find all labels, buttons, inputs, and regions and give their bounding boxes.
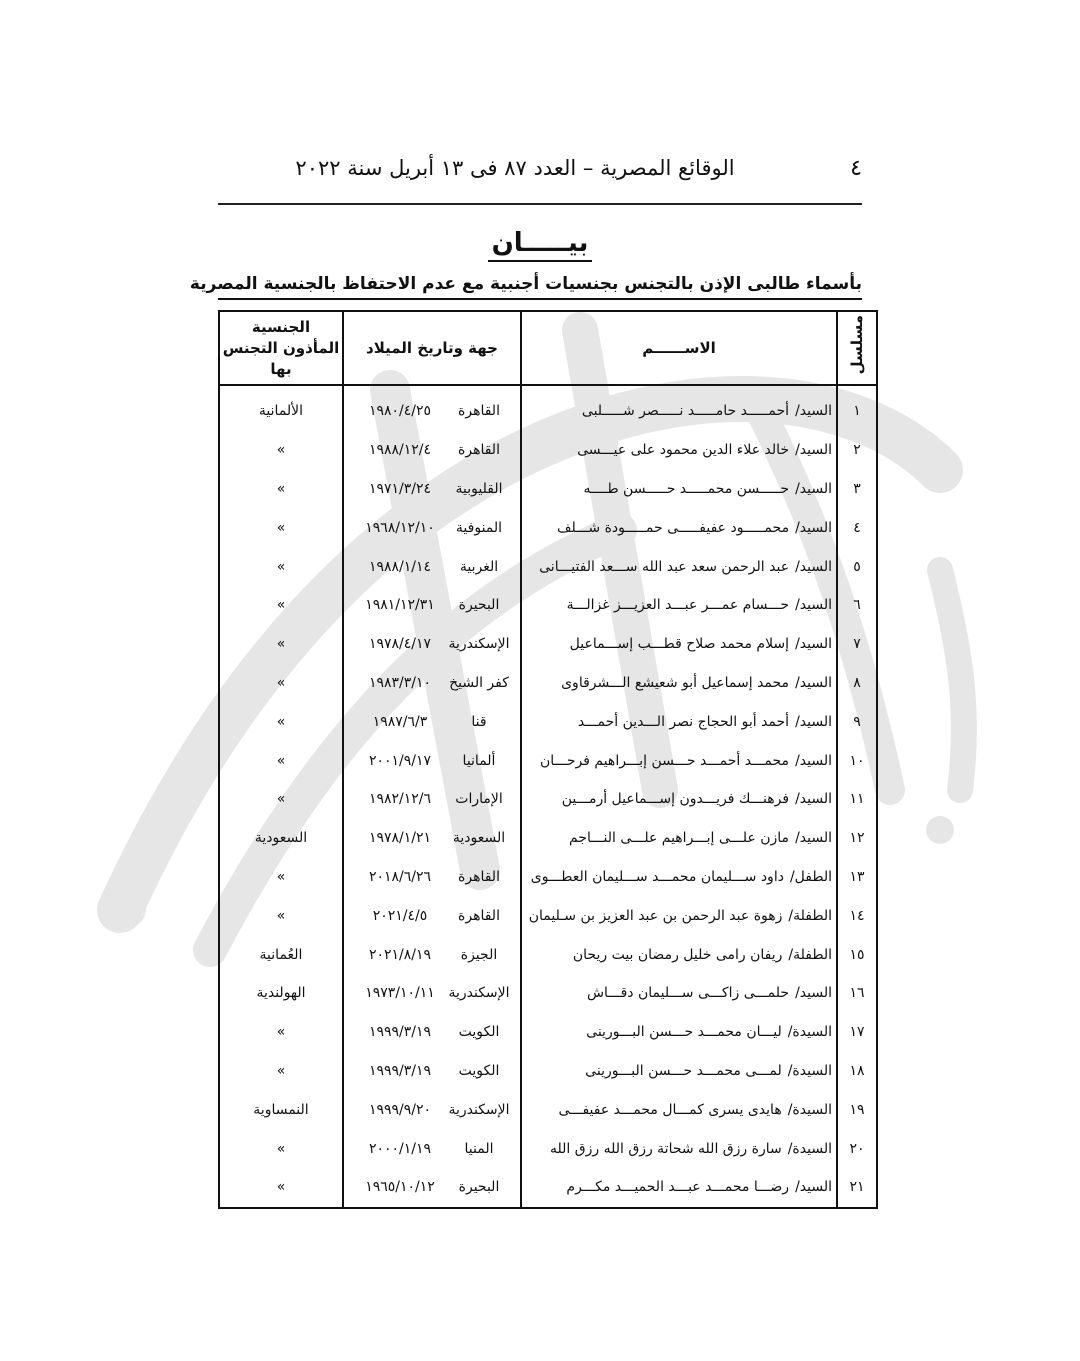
row-birth-place: القليوبية [455,480,503,497]
row-title: السيد/ [795,558,832,575]
page-number: ٤ [850,156,862,181]
row-name: خالد علاء الدين محمود على عيـــسى [577,442,790,459]
row-birth-cell [343,974,521,1013]
row-serial: ١٨ [837,1052,877,1091]
header-nationality: الجنسية المأذون التجنس بها [219,311,343,385]
row-nationality: » [219,470,343,509]
row-birth-place: الكويت [458,1062,500,1079]
row-birth-cell [343,935,521,974]
row-birth-place: الغربية [459,558,499,575]
row-name-cell [521,741,837,780]
row-name: داود ســـليمان محمـــد ســـليمان العطـــوى [530,868,784,885]
row-name-cell [521,586,837,625]
row-name-cell [521,819,837,858]
row-birth-date: ١٩٨٠/٤/٢٥ [368,403,432,420]
row-serial: ١١ [837,780,877,819]
document-title-text: بيـــــان [488,228,593,262]
table-row [219,741,877,780]
row-birth-date: ١٩٨٨/١٢/٤ [368,442,432,459]
row-name-cell [521,664,837,703]
row-birth-place: الإسكندرية [448,985,510,1002]
row-serial: ٢٠ [837,1129,877,1168]
row-nationality: » [219,625,343,664]
row-title: الطفلة/ [788,946,832,963]
document-subtitle: بأسماء طالبى الإذن بالتجنس بجنسيات أجنبية مع عدم الاحتفاظ بالجنسية المصرية [218,274,862,300]
row-name: هايدى يسرى كمـــال محمـــد عفيفـــى [558,1101,782,1118]
row-title: السيد/ [795,830,832,847]
row-name-cell [521,547,837,586]
row-title: السيد/ [795,752,832,769]
table-row [219,974,877,1013]
row-birth-date: ١٩٩٩/٣/١٩ [368,1062,432,1079]
row-birth-place: المنوفية [455,519,503,536]
row-birth-cell [343,1090,521,1129]
row-birth-date: ١٩٨١/١٢/٣١ [365,597,435,614]
row-birth-place: الإسكندرية [448,1101,510,1118]
row-title: الطفلة/ [788,907,832,924]
row-name: فرهنـــك فريـــدون إســـماعيل أرمـــين [561,791,790,808]
row-birth-place: القاهرة [458,403,500,420]
row-birth-date: ٢٠٢١/٨/١٩ [368,946,432,963]
table-row [219,1168,877,1208]
table-row [219,470,877,509]
table-row [219,1052,877,1091]
row-name-cell [521,1168,837,1208]
row-birth-cell [343,1168,521,1208]
table-row [219,1090,877,1129]
row-birth-cell [343,470,521,509]
row-nationality: الألمانية [219,385,343,431]
table-row [219,431,877,470]
row-name-cell [521,385,837,431]
row-birth-cell [343,586,521,625]
row-birth-cell [343,702,521,741]
row-nationality: » [219,1129,343,1168]
row-title: السيد/ [795,674,832,691]
row-birth-cell [343,1052,521,1091]
row-nationality: الهولندية [219,974,343,1013]
row-serial: ٢١ [837,1168,877,1208]
row-title: السيد/ [795,519,832,536]
row-nationality: العُمانية [219,935,343,974]
row-serial: ٣ [837,470,877,509]
header-serial: مسلسل [837,311,877,385]
table-row [219,896,877,935]
row-birth-date: ١٩٧٨/٤/١٧ [368,636,432,653]
table-header-row [219,311,877,385]
table-row [219,385,877,431]
row-birth-date: ١٩٧٨/١/٢١ [368,830,432,847]
row-serial: ١٦ [837,974,877,1013]
row-birth-place: القاهرة [458,868,500,885]
table-row [219,819,877,858]
row-birth-place: كفر الشيخ [449,674,509,691]
row-birth-place: البحيرة [458,597,500,614]
row-nationality: » [219,508,343,547]
table-row [219,664,877,703]
row-birth-cell [343,385,521,431]
header-birth: جهة وتاريخ الميلاد [343,311,521,385]
row-birth-place: الجيزة [460,946,498,963]
row-serial: ٦ [837,586,877,625]
row-birth-place: القاهرة [458,442,500,459]
table-row [219,858,877,897]
row-name: محمـــــود عفيفـــــى حمـــــودة شـــلف [556,519,790,536]
row-title: السيد/ [795,480,832,497]
row-nationality: » [219,1013,343,1052]
row-birth-place: المنيا [464,1140,494,1157]
row-birth-date: ١٩٦٨/١٢/١٠ [365,519,435,536]
row-serial: ٧ [837,625,877,664]
row-serial: ٩ [837,702,877,741]
row-birth-cell [343,508,521,547]
row-birth-place: الإمارات [455,791,503,808]
row-name: عبد الرحمن سعد عبد الله ســـعد الفتيـــانى [539,558,790,575]
table-row [219,702,877,741]
row-birth-date: ١٩٨٣/٣/١٠ [368,674,432,691]
row-birth-cell [343,819,521,858]
row-title: السيد/ [795,713,832,730]
row-name: سارة رزق الله شحاتة رزق الله رزق الله [550,1140,782,1157]
row-serial: ١ [837,385,877,431]
row-name-cell [521,780,837,819]
row-name: لمـــى محمـــد حـــسن البـــورينى [585,1062,782,1079]
row-name: ريفان رامى خليل رمضان بيت ريحان [572,946,783,963]
row-birth-place: الكويت [458,1024,500,1041]
row-name: حلمـــى زاكـــى ســـليمان دقـــاش [586,985,790,1002]
row-name-cell [521,896,837,935]
row-title: السيد/ [795,403,832,420]
row-birth-cell [343,858,521,897]
row-birth-date: ٢٠٠١/٩/١٧ [368,752,432,769]
row-name: رضـــا محمـــد عبـــد الحميـــد مكـــرم [566,1179,790,1196]
row-title: السيدة/ [787,1140,832,1157]
row-name-cell [521,935,837,974]
row-name: ليـــان محمـــد حـــسن البـــورينى [586,1024,782,1041]
table-row [219,780,877,819]
row-name: محمـــد أحمـــد حـــسن إبـــراهيم فرحـــان [540,752,790,769]
row-title: السيد/ [795,791,832,808]
row-nationality: السعودية [219,819,343,858]
row-birth-place: القاهرة [458,907,500,924]
row-birth-cell [343,741,521,780]
table-row [219,935,877,974]
row-birth-cell [343,1013,521,1052]
row-name-cell [521,1013,837,1052]
row-birth-date: ٢٠٠٠/١/١٩ [368,1140,432,1157]
row-nationality: » [219,896,343,935]
row-serial: ٤ [837,508,877,547]
table-row [219,586,877,625]
table-body [219,385,877,1208]
header-name: الاســــــم [521,311,837,385]
row-serial: ١٠ [837,741,877,780]
row-birth-date: ١٩٦٥/١٠/١٢ [365,1179,435,1196]
row-name-cell [521,508,837,547]
row-name-cell [521,702,837,741]
table-row [219,508,877,547]
document-title [218,228,862,258]
row-serial: ١٤ [837,896,877,935]
row-title: السيد/ [795,636,832,653]
header-divider [218,203,862,205]
row-birth-place: السعودية [452,830,506,847]
row-name-cell [521,974,837,1013]
row-birth-cell [343,547,521,586]
row-serial: ٢ [837,431,877,470]
row-birth-date: ١٩٧١/٣/٢٤ [368,480,432,497]
table-row [219,625,877,664]
row-nationality: » [219,858,343,897]
row-birth-cell [343,780,521,819]
row-birth-date: ١٩٨٢/١٢/٦ [368,791,432,808]
row-name-cell [521,1052,837,1091]
row-title: السيدة/ [787,1062,832,1079]
row-name: محمد إسماعيل أبو شعيشع الـــشرقاوى [561,674,790,691]
row-birth-date: ١٩٧٣/١٠/١١ [365,985,435,1002]
row-birth-date: ١٩٩٩/٣/١٩ [368,1024,432,1041]
applicants-table [218,310,878,1209]
row-birth-cell [343,896,521,935]
row-nationality: » [219,431,343,470]
row-name-cell [521,858,837,897]
row-name: أحمد أبو الحجاج نصر الـــدين أحمـــد [577,713,790,730]
row-name-cell [521,1090,837,1129]
row-nationality: » [219,547,343,586]
row-serial: ٨ [837,664,877,703]
row-name: حـــسام عمـــر عبـــد العزيـــز غزالـــة [566,597,790,614]
row-nationality: » [219,780,343,819]
row-birth-place: قنا [471,713,487,730]
row-name: أحمـــــد حامـــــد نـــــصر شـــــلبى [581,403,790,420]
row-name-cell [521,431,837,470]
table-row [219,1129,877,1168]
row-serial: ١٩ [837,1090,877,1129]
row-serial: ٥ [837,547,877,586]
row-nationality: » [219,586,343,625]
row-nationality: » [219,1052,343,1091]
row-title: السيد/ [795,1179,832,1196]
row-name: حـــــسن محمـــــد حـــــسن طــــه [583,480,790,497]
row-name-cell [521,1129,837,1168]
row-nationality: » [219,702,343,741]
row-birth-cell [343,431,521,470]
row-birth-cell [343,625,521,664]
row-birth-date: ٢٠١٨/٦/٢٦ [368,868,432,885]
table-row [219,547,877,586]
row-birth-cell [343,1129,521,1168]
row-name-cell [521,625,837,664]
running-header [218,150,862,202]
row-nationality: » [219,741,343,780]
row-serial: ١٣ [837,858,877,897]
row-title: السيد/ [795,985,832,1002]
row-name-cell [521,470,837,509]
row-birth-place: البحيرة [458,1179,500,1196]
row-birth-date: ٢٠٢١/٤/٥ [372,907,428,924]
row-title: الطفل/ [789,868,832,885]
row-nationality: » [219,1168,343,1208]
row-birth-place: ألمانيا [462,752,496,769]
row-name: إسلام محمد صلاح قطـــب إســـماعيل [569,636,790,653]
row-title: السيد/ [795,442,832,459]
table-row [219,1013,877,1052]
row-title: السيد/ [795,597,832,614]
row-serial: ١٧ [837,1013,877,1052]
row-birth-place: الإسكندرية [448,636,510,653]
row-name: مازن علـــى إبـــراهيم علـــى النـــاجم [568,830,790,847]
row-birth-cell [343,664,521,703]
row-nationality: النمساوية [219,1090,343,1129]
row-title: السيدة/ [787,1101,832,1118]
row-serial: ١٥ [837,935,877,974]
gazette-issue-title: الوقائع المصرية – العدد ٨٧ فى ١٣ أبريل سنة ٢٠٢٢ [295,156,735,180]
row-birth-date: ١٩٩٩/٩/٢٠ [368,1101,432,1118]
row-title: السيدة/ [787,1024,832,1041]
row-serial: ١٢ [837,819,877,858]
row-birth-date: ١٩٨٨/١/١٤ [368,558,432,575]
row-birth-date: ١٩٨٧/٦/٣ [372,713,428,730]
row-name: زهوة عبد الرحمن بن عبد العزيز بن سـليمان [528,907,783,924]
row-nationality: » [219,664,343,703]
